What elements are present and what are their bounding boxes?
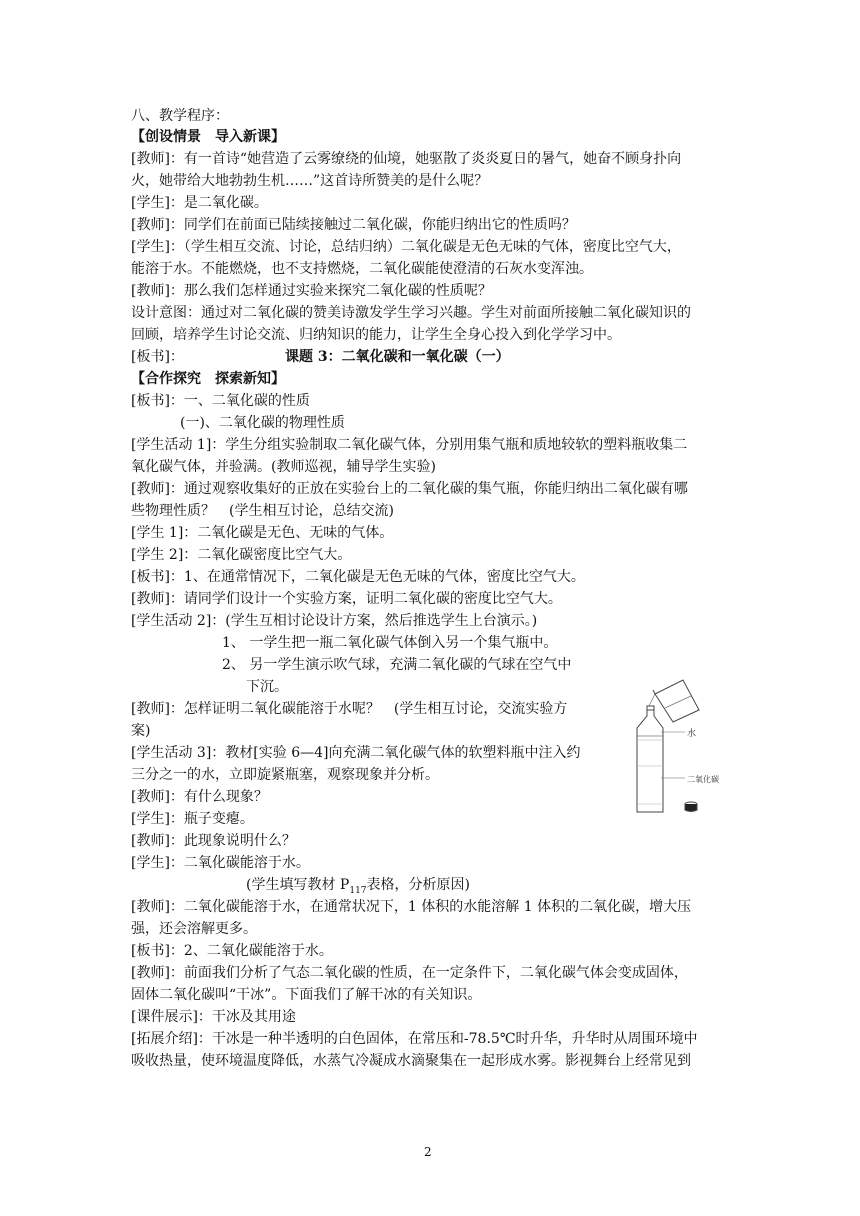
text-line: [课件展示]：干冰及其用途 bbox=[131, 1009, 296, 1025]
text-line: 2、 另一学生演示吹气球，充满二氧化碳的气球在空气中 bbox=[222, 657, 572, 673]
text-line: [教师]：那么我们怎样通过实验来探究二氧化碳的性质呢？ bbox=[131, 283, 492, 299]
text-line: 强，还会溶解更多。 bbox=[131, 921, 257, 937]
text-line: 下沉。 bbox=[246, 679, 288, 695]
water-label: 水 bbox=[687, 729, 697, 739]
bottle-experiment-figure bbox=[625, 676, 737, 816]
text-line: [教师]：同学们在前面已陆续接触过二氧化碳，你能归纳出它的性质吗？ bbox=[131, 217, 576, 233]
section-heading: 八、教学程序： bbox=[131, 108, 229, 124]
page-ref-subscript: 117 bbox=[349, 885, 367, 896]
text-line: 1、 一学生把一瓶二氧化碳气体倒入另一个集气瓶中。 bbox=[222, 635, 558, 651]
text-line: [学生 2]：二氧化碳密度比空气大。 bbox=[131, 547, 352, 563]
page-number: 2 bbox=[424, 1145, 432, 1159]
text-line: [教师]：此现象说明什么？ bbox=[131, 833, 296, 849]
text-line: [教师]：怎样证明二氧化碳能溶于水呢？ (学生相互讨论，交流实验方 bbox=[131, 701, 568, 717]
text-line: [板书]：1、在通常情况下，二氧化碳是无色无味的气体，密度比空气大。 bbox=[131, 569, 585, 585]
text-line: [学生]：是二氧化碳。 bbox=[131, 195, 268, 211]
text-part: (学生填写教材 P bbox=[246, 877, 350, 893]
text-line: (一)、二氧化碳的物理性质 bbox=[180, 415, 345, 431]
subheading: 【创设情景 导入新课】 bbox=[131, 129, 285, 145]
text-part: 表格，分析原因) bbox=[366, 877, 470, 893]
text-line: 案) bbox=[131, 723, 151, 739]
text-line: [拓展介绍]：干冰是一种半透明的白色固体，在常压和-78.5℃时升华，升华时从周围环境中 bbox=[131, 1031, 698, 1047]
text-line: [学生]：瓶子变瘪。 bbox=[131, 811, 254, 827]
text-line: [板书]：一、二氧化碳的性质 bbox=[131, 393, 310, 409]
subheading: 【合作探究 探索新知】 bbox=[131, 371, 285, 387]
text-line: [板书]： bbox=[131, 349, 184, 365]
text-line: [教师]：前面我们分析了气态二氧化碳的性质，在一定条件下，二氧化碳气体会变成固体， bbox=[131, 965, 688, 981]
text-line: 设计意图：通过对二氧化碳的赞美诗激发学生学习兴趣。学生对前面所接触二氧化碳知识的 bbox=[131, 305, 691, 321]
text-line: 吸收热量，使环境温度降低，水蒸气冷凝成水滴聚集在一起形成水雾。影视舞台上经常见到 bbox=[131, 1053, 691, 1069]
bottle-icon bbox=[637, 706, 663, 812]
co2-label: 二氧化碳 bbox=[687, 775, 719, 784]
text-line: [教师]：通过观察收集好的正放在实验台上的二氧化碳的集气瓶，你能归纳出二氧化碳有哪 bbox=[131, 481, 688, 497]
text-line: [教师]：请同学们设计一个实验方案，证明二氧化碳的密度比空气大。 bbox=[131, 591, 562, 607]
text-line: [教师]：有什么现象？ bbox=[131, 789, 268, 805]
text-line: 三分之一的水，立即旋紧瓶塞，观察现象并分析。 bbox=[131, 767, 439, 783]
text-line: [学生 1]：二氧化碳是无色、无味的气体。 bbox=[131, 525, 394, 541]
bottle-cap-icon bbox=[685, 802, 697, 812]
text-line: [板书]：2、二氧化碳能溶于水。 bbox=[131, 943, 333, 959]
text-line: [学生活动 1]：学生分组实验制取二氧化碳气体，分别用集气瓶和质地较软的塑料瓶收集二 bbox=[131, 437, 688, 453]
lesson-title: 课题 3：二氧化碳和一氧化碳（一） bbox=[285, 349, 510, 365]
text-line: [学生]：（学生相互交流、讨论，总结归纳）二氧化碳是无色无味的气体，密度比空气大， bbox=[131, 239, 681, 255]
text-line: [学生活动 3]：教材[实验 6—4]向充满二氧化碳气体的软塑料瓶中注入约 bbox=[131, 745, 581, 761]
text-line bbox=[246, 876, 846, 900]
text-line: [学生活动 2]：(学生互相讨论设计方案，然后推选学生上台演示。) bbox=[131, 613, 538, 629]
text-line: [教师]：二氧化碳能溶于水，在通常状况下，1 体积的水能溶解 1 体积的二氧化碳，增大压 bbox=[131, 899, 692, 915]
text-line: 回顾，培养学生讨论交流、归纳知识的能力，让学生全身心投入到化学学习中。 bbox=[131, 327, 621, 343]
text-line: 固体二氧化碳叫“干冰”。下面我们了解干冰的有关知识。 bbox=[131, 987, 482, 1003]
text-line: [学生]：二氧化碳能溶于水。 bbox=[131, 855, 310, 871]
text-line: 火，她带给大地勃勃生机……”这首诗所赞美的是什么呢？ bbox=[131, 173, 489, 189]
text-line: 些物理性质？ (学生相互讨论，总结交流) bbox=[131, 503, 394, 519]
text-line: 能溶于水。不能燃烧，也不支持燃烧，二氧化碳能使澄清的石灰水变浑浊。 bbox=[131, 261, 593, 277]
text-line: [教师]：有一首诗“她营造了云雾缭绕的仙境，她驱散了炎炎夏日的暑气，她奋不顾身扑向 bbox=[131, 151, 682, 167]
text-line: 氧化碳气体，并验满。(教师巡视，辅导学生实验) bbox=[131, 459, 436, 475]
beaker-icon bbox=[649, 680, 699, 722]
